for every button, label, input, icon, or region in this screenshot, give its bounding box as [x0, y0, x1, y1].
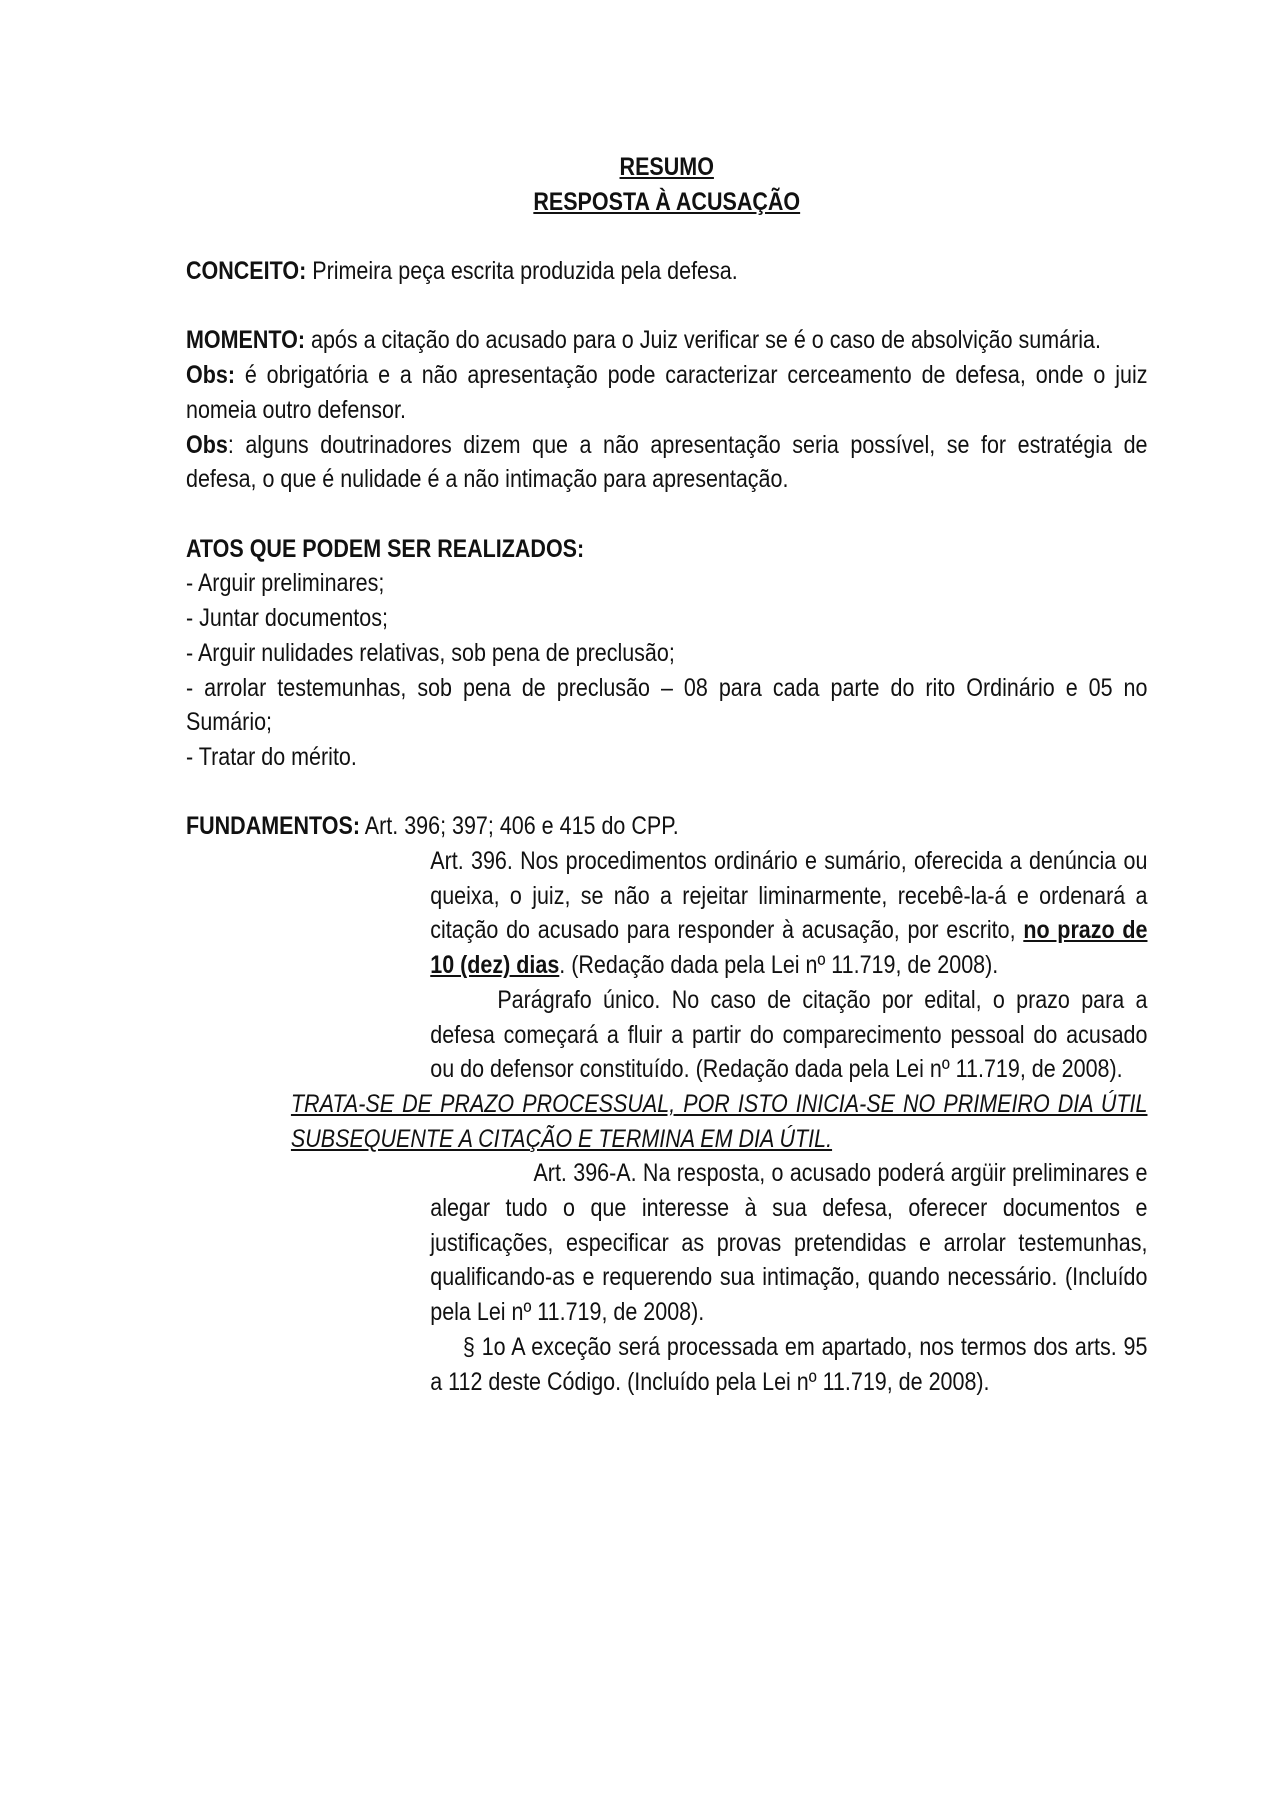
art-396a-quote	[430, 1156, 1147, 1399]
conceito-text: Primeira peça escrita produzida pela defesa.	[306, 257, 738, 286]
list-item: - arrolar testemunhas, sob pena de preclusão – 08 para cada parte do rito Ordinário e 05 no Sumário;	[186, 673, 1148, 737]
art-396-text-b: . (Redação dada pela Lei nº 11.719, de 2008).	[559, 951, 999, 980]
fundamentos-text: Art. 396; 397; 406 e 415 do CPP.	[359, 812, 679, 841]
spacer	[186, 289, 1147, 324]
momento-label: MOMENTO:	[186, 326, 306, 355]
art-396-quote	[430, 844, 1147, 1087]
obs-label-1: Obs:	[186, 361, 235, 390]
fundamentos-label: FUNDAMENTOS:	[186, 812, 360, 841]
momento-paragraph	[186, 323, 1147, 358]
art-396-text-a: Art. 396. Nos procedimentos ordinário e sumário, oferecida a denúncia ou queixa, o juiz, se não a rejeitar liminarmente, recebê-la-á e ordenará a citação do acusado para responder à acusação, por escrito,	[430, 847, 1148, 945]
list-item: - Arguir preliminares;	[186, 569, 385, 598]
momento-text: após a citação do acusado para o Juiz verificar se é o caso de absolvição sumária.	[305, 326, 1101, 355]
obs-paragraph-1	[186, 358, 1147, 427]
list-item: - Arguir nulidades relativas, sob pena de preclusão;	[186, 638, 675, 667]
conceito-label: CONCEITO:	[186, 257, 307, 286]
obs-text-2: : alguns doutrinadores dizem que a não apresentação seria possível, se for estratégia de defesa, o que é nulidade é a não intimação para apresentação.	[186, 430, 1148, 494]
list-item: - Tratar do mérito.	[186, 742, 357, 771]
art-396-paragrafo-unico: Parágrafo único. No caso de citação por edital, o prazo para a defesa começará a fluir a partir do comparecimento pessoal do acusado ou do defensor constituído. (Redação dada pela Lei nº 11.719, de 2008).	[430, 985, 1148, 1084]
atos-heading: ATOS QUE PODEM SER REALIZADOS:	[186, 534, 585, 563]
art-396a-caput: Art. 396-A. Na resposta, o acusado poderá argüir preliminares e alegar tudo o que interesse à sua defesa, oferecer documentos e justificações, especificar as provas pretendidas e arrolar testemunhas, qualificando-as e requerendo sua intimação, quando necessário. (Incluído pela Lei nº 11.719, de 2008).	[430, 1159, 1148, 1327]
obs-label-2: Obs	[186, 430, 228, 459]
document-page	[186, 150, 1147, 1399]
conceito-paragraph	[186, 254, 1147, 289]
document-title: RESUMO	[619, 153, 714, 181]
list-item: - Juntar documentos;	[186, 604, 388, 633]
spacer	[186, 497, 1147, 532]
prazo-note: TRATA-SE DE PRAZO PROCESSUAL, POR ISTO INICIA-SE NO PRIMEIRO DIA ÚTIL SUBSEQUENTE A CITAÇÃO E TERMINA EM DIA ÚTIL.	[290, 1089, 1148, 1153]
document-subtitle: RESPOSTA À ACUSAÇÃO	[533, 187, 801, 216]
obs-text-1: é obrigatória e a não apresentação pode caracterizar cerceamento de defesa, onde o juiz nomeia outro defensor.	[186, 361, 1148, 424]
prazo-highlight: no prazo de 10 (dez) dias	[430, 916, 1148, 980]
art-396-caput	[430, 844, 1147, 983]
art-396a-paragrafo-1: § 1o A exceção será processada em apartado, nos termos dos arts. 95 a 112 deste Código. (Incluído pela Lei nº 11.719, de 2008).	[430, 1332, 1148, 1396]
spacer	[186, 219, 1147, 254]
fundamentos-paragraph	[186, 809, 1147, 844]
spacer	[186, 775, 1147, 810]
obs-paragraph-2	[186, 428, 1147, 497]
